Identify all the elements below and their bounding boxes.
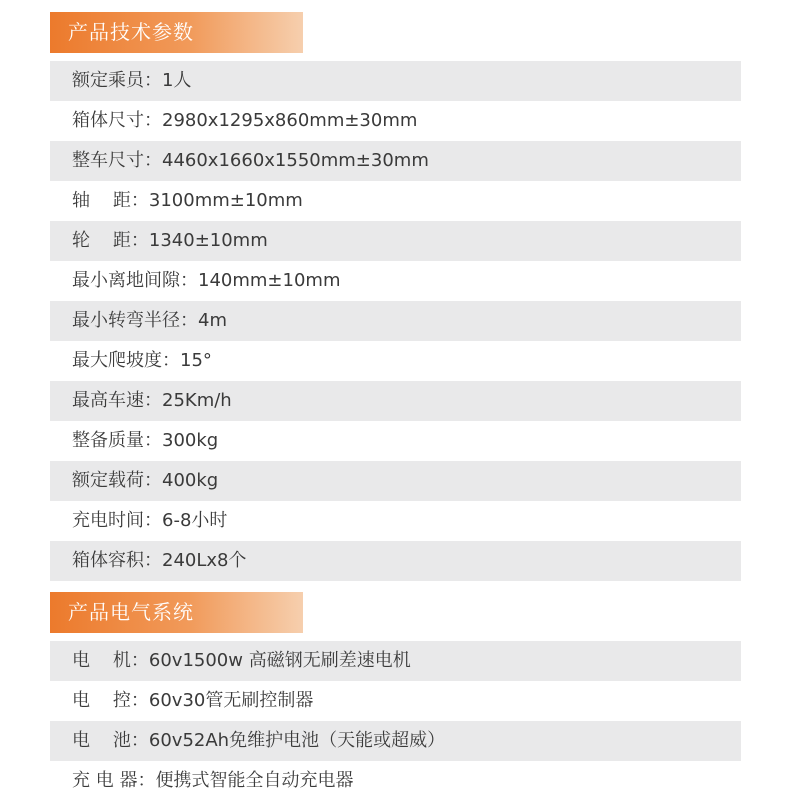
spec-row-controller — [50, 681, 741, 721]
spec-row-rated-load — [50, 461, 741, 501]
spec-value: 25Km/h — [162, 390, 232, 411]
spec-row-motor — [50, 641, 741, 681]
spec-row-turning-radius — [50, 301, 741, 341]
spec-label: 额定载荷： — [72, 470, 162, 491]
spec-row-charger — [50, 761, 741, 801]
spec-value: 60v1500w 高磁钢无刷差速电机 — [148, 650, 411, 671]
spec-label: 电 池： — [72, 730, 149, 751]
spec-label: 箱体尺寸： — [72, 110, 162, 131]
spec-row-charging-time — [50, 501, 741, 541]
spec-label: 最高车速： — [72, 390, 162, 411]
spec-value: 6-8小时 — [162, 510, 228, 531]
spec-label: 充电时间： — [72, 510, 162, 531]
spec-value: 140mm±10mm — [198, 270, 341, 291]
spec-row-wheelbase — [50, 181, 741, 221]
spec-label: 最小转弯半径： — [72, 310, 198, 331]
spec-label: 充 电 器： — [72, 770, 156, 791]
spec-row-track — [50, 221, 741, 261]
spec-row-box-volume — [50, 541, 741, 581]
spec-row-vehicle-size — [50, 141, 741, 181]
spec-row-curb-weight — [50, 421, 741, 461]
spec-value: 4460x1660x1550mm±30mm — [162, 150, 429, 171]
spec-label: 最小离地间隙： — [72, 270, 198, 291]
spec-value: 60v30管无刷控制器 — [148, 690, 314, 711]
spec-value: 60v52Ah免维护电池（天能或超威） — [148, 730, 446, 751]
spec-label: 整车尺寸： — [72, 150, 162, 171]
spec-value: 400kg — [162, 470, 219, 491]
spec-label: 额定乘员： — [72, 70, 162, 91]
spec-label: 箱体容积： — [72, 550, 162, 571]
section-title-tech-params: 产品技术参数 — [50, 12, 303, 53]
spec-row-max-speed — [50, 381, 741, 421]
spec-value: 240Lx8个 — [162, 550, 247, 571]
spec-value: 300kg — [162, 430, 219, 451]
spec-value: 15° — [180, 350, 212, 371]
spec-row-max-gradeability — [50, 341, 741, 381]
spec-row-box-size — [50, 101, 741, 141]
section-title-electrical-system: 产品电气系统 — [50, 592, 303, 633]
spec-row-battery — [50, 721, 741, 761]
spec-label: 整备质量： — [72, 430, 162, 451]
spec-row-rated-occupants — [50, 61, 741, 101]
spec-value: 便携式智能全自动充电器 — [155, 770, 354, 791]
spec-label: 轴 距： — [72, 190, 149, 211]
spec-value: 1340±10mm — [148, 230, 268, 251]
spec-label: 电 控： — [72, 690, 149, 711]
spec-label: 轮 距： — [72, 230, 149, 251]
spec-value: 4m — [198, 310, 227, 331]
spec-value: 2980x1295x860mm±30mm — [162, 110, 418, 131]
spec-row-ground-clearance — [50, 261, 741, 301]
spec-label: 电 机： — [72, 650, 149, 671]
spec-label: 最大爬坡度： — [72, 350, 180, 371]
spec-value: 3100mm±10mm — [148, 190, 303, 211]
spec-value: 1人 — [162, 70, 192, 91]
